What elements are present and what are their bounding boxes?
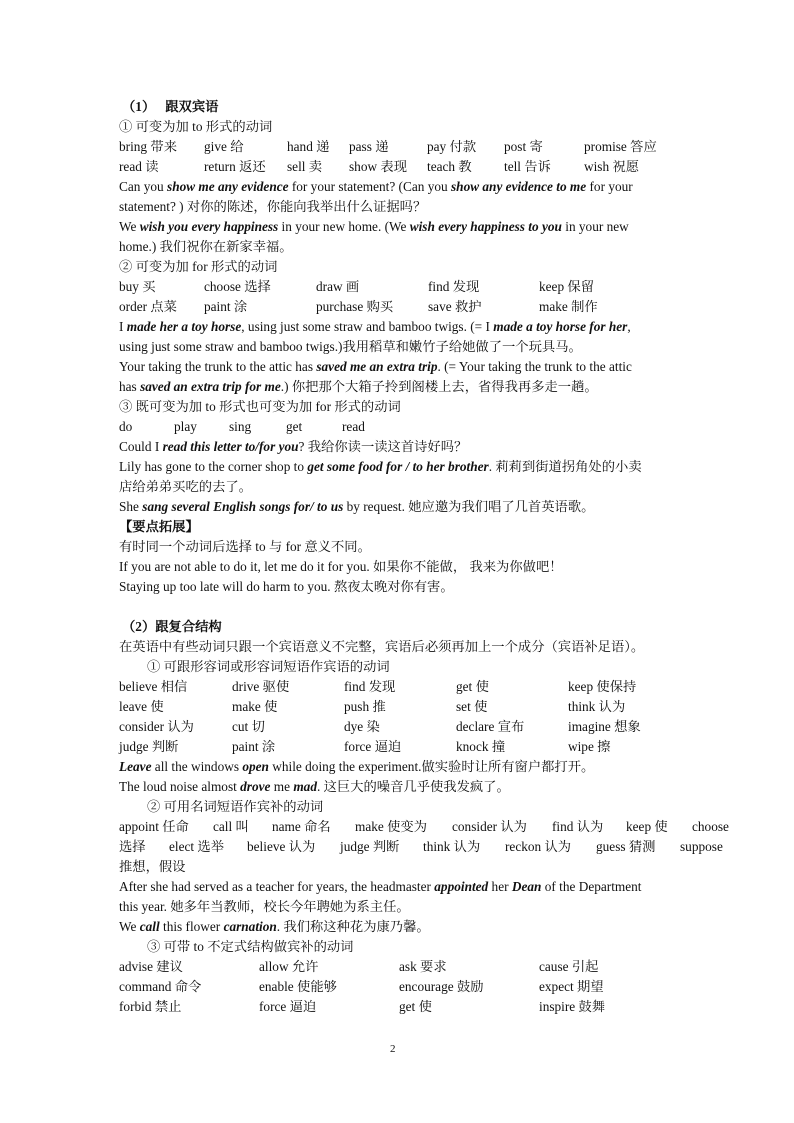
verb-cell: teach 教 (427, 159, 472, 174)
key-point-expand-title: 【要点拓展】 (119, 519, 199, 534)
example-sentence: Staying up too late will do harm to you. 熬夜太晚对你有害。 (119, 579, 454, 594)
verb-cell: get (286, 419, 303, 434)
verb-cell: pass 递 (349, 139, 389, 154)
verb-cell: believe 相信 (119, 679, 188, 694)
verb-row-adj-1 (119, 679, 719, 695)
verb-cell: dye 染 (344, 719, 380, 734)
verb-cell: cut 切 (232, 719, 265, 734)
verb-cell: consider 认为 (452, 819, 527, 834)
verb-cell: judge 判断 (340, 839, 400, 854)
verb-cell: tell 告诉 (504, 159, 551, 174)
verb-cell: pay 付款 (427, 139, 477, 154)
example-sentence-cont: 店给弟弟买吃的去了。 (119, 479, 252, 494)
example-sentence: Can you show me any evidence for your statement? (Can you show any evidence to me for your (119, 179, 633, 194)
verb-cell: inspire 鼓舞 (539, 999, 606, 1014)
verb-cell: appoint 任命 (119, 819, 189, 834)
page-number: 2 (390, 1043, 396, 1055)
verb-cell: buy 买 (119, 279, 156, 294)
verb-cell: sell 卖 (287, 159, 323, 174)
section1-subheading-to: ① 可变为加 to 形式的动词 (119, 119, 273, 134)
verb-cell: ask 要求 (399, 959, 447, 974)
verb-row-to-1 (119, 139, 719, 155)
example-sentence: We call this flower carnation. 我们称这种花为康乃馨。 (119, 919, 430, 934)
verb-cell: choose (692, 819, 729, 834)
verb-row-noun-2 (119, 839, 739, 855)
verb-cell: elect 选举 (169, 839, 225, 854)
verb-cell: sing (229, 419, 252, 434)
example-sentence: Lily has gone to the corner shop to get some food for / to her brother. 莉莉到街道拐角处的小卖 (119, 459, 642, 474)
verb-row-adj-4 (119, 739, 719, 755)
verb-cell: declare 宣布 (456, 719, 525, 734)
verb-cell: choose 选择 (204, 279, 271, 294)
example-sentence: Could I read this letter to/for you? 我给你读一读这首诗好吗？ (119, 439, 468, 454)
verb-cell: guess 猜测 (596, 839, 656, 854)
verb-cell: get 使 (456, 679, 489, 694)
verb-cell: forbid 禁止 (119, 999, 182, 1014)
verb-cell: read (342, 419, 365, 434)
verb-cell: promise 答应 (584, 139, 657, 154)
verb-cell: make 制作 (539, 299, 598, 314)
verb-cell: save 救护 (428, 299, 482, 314)
example-sentence: If you are not able to do it, let me do it for you. 如果你不能做， 我来为你做吧！ (119, 559, 563, 574)
verb-row-inf-3 (119, 999, 719, 1015)
verb-cell: make 使 (232, 699, 278, 714)
section2-heading: （2）跟复合结构 (122, 619, 222, 634)
example-sentence: Leave all the windows open while doing the experiment.做实验时让所有窗户都打开。 (119, 759, 595, 774)
verb-row-adj-2 (119, 699, 719, 715)
example-sentence: Your taking the trunk to the attic has saved me an extra trip. (= Your taking the trunk to the attic (119, 359, 632, 374)
verb-cell: show 表现 (349, 159, 407, 174)
verb-cell: name 命名 (272, 819, 331, 834)
verb-cell: reckon 认为 (505, 839, 572, 854)
verb-cell: keep 使保持 (568, 679, 637, 694)
verb-cell: get 使 (399, 999, 432, 1014)
verb-cell: drive 驱使 (232, 679, 290, 694)
section2-intro: 在英语中有些动词只跟一个宾语意义不完整，宾语后必须再加上一个成分（宾语补足语）。 (119, 639, 645, 654)
example-sentence: The loud noise almost drove me mad. 这巨大的噪音几乎使我发疯了。 (119, 779, 510, 794)
verb-cell: keep 使 (626, 819, 668, 834)
verb-cell: bring 带来 (119, 139, 177, 154)
verb-row-adj-3 (119, 719, 719, 735)
verb-row-noun-3: 推想，假设 (119, 859, 186, 874)
verb-row-noun-1 (119, 819, 739, 835)
example-sentence-cont: home.) 我们祝你在新家幸福。 (119, 239, 293, 254)
verb-cell: call 叫 (213, 819, 249, 834)
verb-cell: find 发现 (344, 679, 396, 694)
verb-cell: purchase 购买 (316, 299, 394, 314)
verb-cell: think 认为 (568, 699, 626, 714)
verb-cell: paint 涂 (204, 299, 248, 314)
verb-cell: post 寄 (504, 139, 543, 154)
verb-cell: draw 画 (316, 279, 360, 294)
verb-cell: 选择 (119, 839, 146, 854)
verb-cell: knock 撞 (456, 739, 506, 754)
verb-cell: read 读 (119, 159, 159, 174)
example-sentence: I made her a toy horse, using just some straw and bamboo twigs. (= I made a toy horse for her, (119, 319, 631, 334)
verb-cell: enable 使能够 (259, 979, 337, 994)
verb-cell: think 认为 (423, 839, 481, 854)
verb-cell: judge 判断 (119, 739, 179, 754)
verb-cell: encourage 鼓励 (399, 979, 484, 994)
section2-subheading-inf: ③ 可带 to 不定式结构做宾补的动词 (147, 939, 354, 954)
verb-cell: set 使 (456, 699, 488, 714)
verb-cell: make 使变为 (355, 819, 428, 834)
verb-cell: believe 认为 (247, 839, 316, 854)
verb-row-inf-2 (119, 979, 719, 995)
verb-cell: imagine 想象 (568, 719, 641, 734)
section1-heading: （1） 跟双宾语 (122, 99, 219, 114)
section1-subheading-both: ③ 既可变为加 to 形式也可变为加 for 形式的动词 (119, 399, 401, 414)
example-sentence: After she had served as a teacher for years, the headmaster appointed her Dean of the Department (119, 879, 642, 894)
verb-cell: wish 祝愿 (584, 159, 640, 174)
section2-subheading-noun: ② 可用名词短语作宾补的动词 (147, 799, 324, 814)
verb-cell: force 逼迫 (344, 739, 402, 754)
example-sentence: She sang several English songs for/ to us by request. 她应邀为我们唱了几首英语歌。 (119, 499, 595, 514)
verb-row-for-1 (119, 279, 719, 295)
verb-cell: cause 引起 (539, 959, 599, 974)
verb-cell: hand 递 (287, 139, 330, 154)
verb-cell: keep 保留 (539, 279, 595, 294)
verb-cell: leave 使 (119, 699, 164, 714)
verb-cell: play (174, 419, 197, 434)
verb-cell: give 给 (204, 139, 244, 154)
verb-cell: expect 期望 (539, 979, 604, 994)
verb-row-to-2 (119, 159, 719, 175)
example-sentence-cont: statement? ) 对你的陈述，你能向我举出什么证据吗？ (119, 199, 427, 214)
verb-cell: find 发现 (428, 279, 480, 294)
verb-row-for-2 (119, 299, 719, 315)
verb-cell: do (119, 419, 133, 434)
verb-cell: suppose (680, 839, 723, 854)
example-sentence-cont: this year. 她多年当教师，校长今年聘她为系主任。 (119, 899, 410, 914)
example-sentence: We wish you every happiness in your new home. (We wish every happiness to you in your new (119, 219, 629, 234)
verb-cell: consider 认为 (119, 719, 194, 734)
verb-row-inf-1 (119, 959, 719, 975)
section2-subheading-adj: ① 可跟形容词或形容词短语作宾语的动词 (147, 659, 390, 674)
section1-subheading-for: ② 可变为加 for 形式的动词 (119, 259, 278, 274)
verb-cell: return 返还 (204, 159, 266, 174)
verb-cell: push 推 (344, 699, 386, 714)
verb-cell: force 逼迫 (259, 999, 317, 1014)
verb-cell: advise 建议 (119, 959, 183, 974)
key-point-expand-text: 有时同一个动词后选择 to 与 for 意义不同。 (119, 539, 371, 554)
verb-cell: allow 允许 (259, 959, 319, 974)
example-sentence-cont: using just some straw and bamboo twigs.)我用稻草和嫩竹子给她做了一个玩具马。 (119, 339, 582, 354)
verb-cell: paint 涂 (232, 739, 276, 754)
verb-cell: order 点菜 (119, 299, 177, 314)
verb-row-both (119, 419, 719, 435)
example-sentence-cont: has saved an extra trip for me.) 你把那个大箱子拎到阁楼上去，省得我再多走一趟。 (119, 379, 598, 394)
verb-cell: command 命令 (119, 979, 202, 994)
verb-cell: find 认为 (552, 819, 604, 834)
verb-cell: wipe 擦 (568, 739, 611, 754)
